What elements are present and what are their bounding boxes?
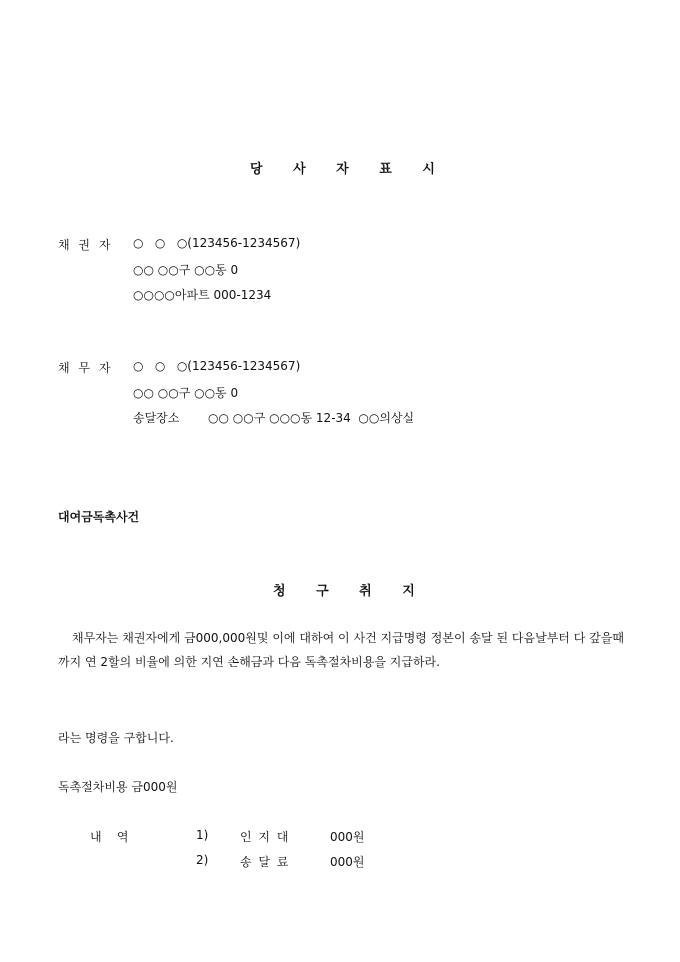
breakdown-item-1-name: 인 지 대 [240,830,289,844]
debtor-name-line: ○ ○ ○(123456-1234567) [133,359,301,373]
debtor-delivery-address: ○○ ○○구 ○○○동 12-34 ○○의상실 [208,411,415,425]
cost-summary: 독촉절차비용 금000원 [58,780,178,794]
breakdown-item-2-amount: 000원 [330,855,365,869]
creditor-label: 채 권 자 [58,238,111,252]
request-line: 라는 명령을 구합니다. [58,731,174,745]
creditor-address-1: ○○ ○○구 ○○동 0 [133,263,239,277]
debtor-label: 채 무 자 [58,361,111,375]
breakdown-item-1-amount: 000원 [330,830,365,844]
creditor-address-2: ○○○○아파트 000-1234 [133,288,272,302]
claim-title: 청 구 취 지 [273,584,415,599]
creditor-name-line: ○ ○ ○(123456-1234567) [133,236,301,250]
claim-paragraph: 채무자는 채권자에게 금000,000원및 이에 대하여 이 사건 지급명령 정본이 송달 된 다음날부터 다 갚을때까지 연 2할의 비율에 의한 지연 손해금과 다음 독촉절차비용을 지급하라. [58,631,624,669]
case-name: 대여금독촉사건 [58,510,140,524]
party-title: 당 사 자 표 시 [250,162,435,177]
breakdown-item-2-num: 2) [196,853,209,867]
debtor-address-1: ○○ ○○구 ○○동 0 [133,386,239,400]
breakdown-label: 내 역 [90,830,129,844]
breakdown-item-2-name: 송 달 료 [240,855,289,869]
debtor-delivery-label: 송달장소 [133,411,180,425]
breakdown-item-1-num: 1) [196,828,209,842]
